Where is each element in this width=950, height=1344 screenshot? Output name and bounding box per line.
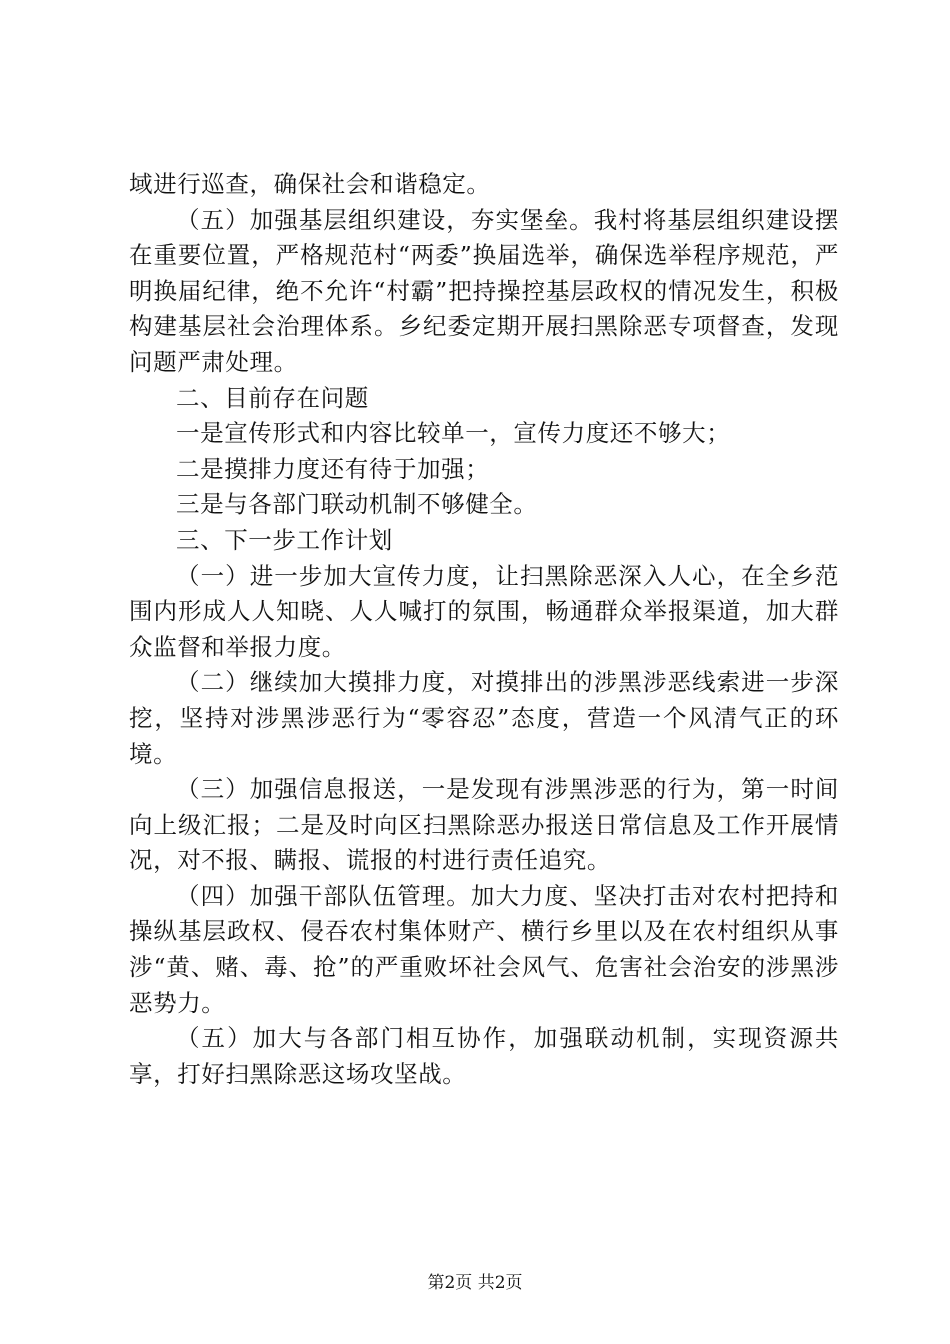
document-body: [129, 167, 839, 1092]
problem-item-2: 二是摸排力度还有待于加强；: [176, 454, 490, 483]
page-footer: [0, 1272, 950, 1294]
paragraph-continuation: 域进行巡查，确保社会和谐稳定。: [129, 170, 491, 198]
problem-item-3: 三是与各部门联动机制不够健全。: [176, 490, 538, 519]
plan-item-3: （三）加强信息报送，一是发现有涉黑涉恶的行为，第一时间向上级汇报；二是及时向区扫黑除恶办报送日常信息及工作开展情况，对不报、瞒报、谎报的村进行责任追究。: [129, 775, 839, 875]
section-heading-next-plan: 三、下一步工作计划: [176, 525, 393, 554]
plan-item-2: （二）继续加大摸排力度，对摸排出的涉黑涉恶线索进一步深挖，坚持对涉黑涉恶行为“零容忍”态度，营造一个风清气正的环境。: [129, 668, 839, 768]
plan-item-5: （五）加大与各部门相互协作，加强联动机制，实现资源共享，打好扫黑除恶这场攻坚战。: [129, 1024, 839, 1088]
plan-item-1: （一）进一步加大宣传力度，让扫黑除恶深入人心，在全乡范围内形成人人知晓、人人喊打的氛围，畅通群众举报渠道，加大群众监督和举报力度。: [129, 561, 839, 661]
plan-item-4: （四）加强干部队伍管理。加大力度、坚决打击对农村把持和操纵基层政权、侵吞农村集体财产、横行乡里以及在农村组织从事涉“黄、赌、毒、抢”的严重败坏社会风气、危害社会治安的涉黑涉恶势力。: [129, 881, 839, 1017]
paragraph-item-five-organization: （五）加强基层组织建设，夯实堡垒。我村将基层组织建设摆在重要位置，严格规范村“两委”换届选举，确保选举程序规范，严明换届纪律，绝不允许“村霸”把持操控基层政权的情况发生，积极构建基层社会治理体系。乡纪委定期开展扫黑除恶专项督查，发现问题严肃处理。: [129, 205, 839, 376]
section-heading-problems: 二、目前存在问题: [176, 383, 369, 412]
page-number: 第2页 共2页: [427, 1273, 523, 1293]
problem-item-1: 一是宣传形式和内容比较单一，宣传力度还不够大；: [176, 419, 731, 448]
